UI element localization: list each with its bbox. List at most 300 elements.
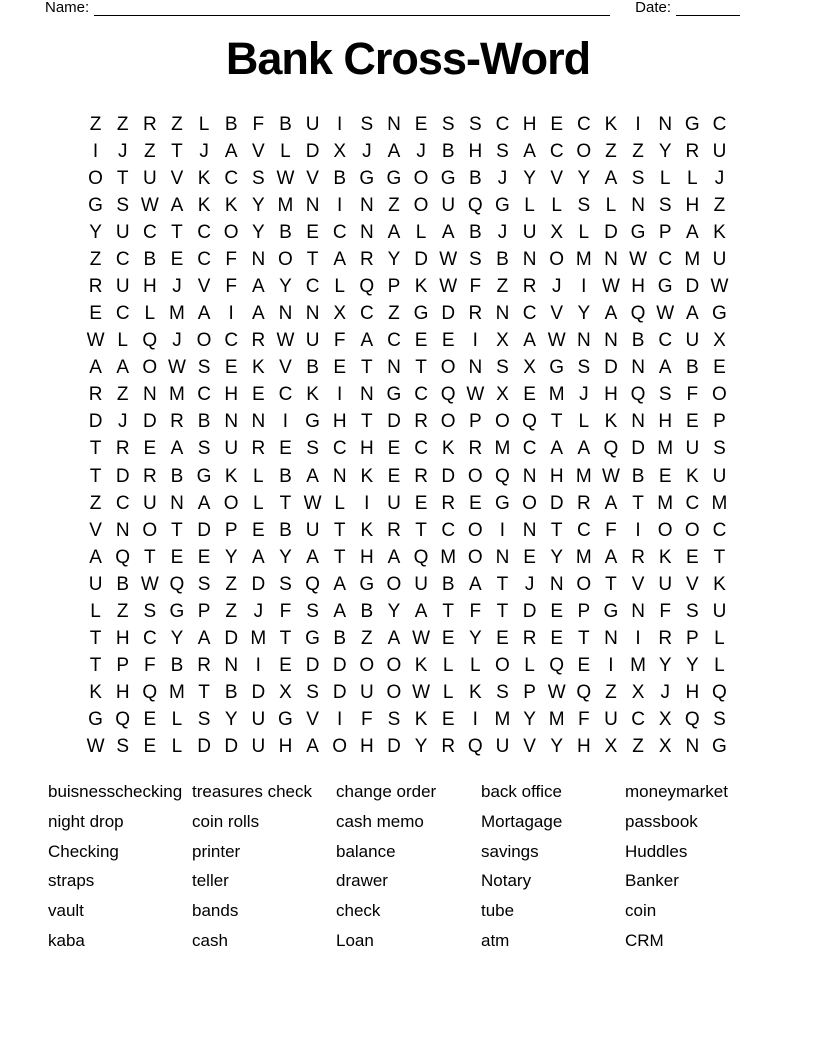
grid-letter: A <box>658 357 672 379</box>
grid-letter: C <box>549 140 564 162</box>
grid-letter: H <box>278 736 293 758</box>
grid-letter: T <box>361 357 373 379</box>
grid-letter: E <box>387 465 401 487</box>
grid-letter: R <box>251 330 266 352</box>
grid-letter: W <box>140 194 159 216</box>
grid-letter: M <box>630 655 646 677</box>
grid-letter: A <box>604 546 618 568</box>
grid-letter: C <box>142 221 157 243</box>
grid-letter: G <box>278 709 293 731</box>
grid-letter: B <box>333 167 347 189</box>
grid-letter: H <box>658 411 673 433</box>
grid-letter: H <box>468 140 483 162</box>
grid-letter: Y <box>251 221 265 243</box>
grid-letter: E <box>279 438 292 460</box>
grid-letter: J <box>714 167 725 189</box>
grid-letter: D <box>604 357 618 379</box>
grid-letter: Z <box>116 600 129 622</box>
grid-letter: Z <box>171 113 183 135</box>
grid-letter: A <box>523 140 536 162</box>
grid-letter: H <box>224 384 239 406</box>
grid-letter: C <box>197 248 211 270</box>
grid-letter: B <box>631 330 645 352</box>
grid-letter: T <box>415 519 427 541</box>
grid-letter: R <box>387 519 401 541</box>
grid-letter: P <box>577 600 591 622</box>
grid-letter: O <box>576 140 592 162</box>
grid-letter: O <box>332 736 348 758</box>
grid-letter: F <box>469 600 482 622</box>
grid-letter: U <box>88 573 103 595</box>
grid-letter: E <box>577 655 591 677</box>
grid-letter: H <box>115 682 130 704</box>
grid-letter: N <box>224 655 239 677</box>
grid-letter: H <box>549 465 564 487</box>
word-list-item: balance <box>336 841 396 861</box>
grid-letter: H <box>522 113 537 135</box>
word-list-item: printer <box>192 841 241 861</box>
grid-letter: U <box>495 736 510 758</box>
grid-letter: M <box>169 303 185 325</box>
grid-letter: C <box>197 384 211 406</box>
grid-letter: T <box>144 546 156 568</box>
grid-letter: Z <box>605 682 617 704</box>
grid-letter: R <box>441 736 456 758</box>
grid-letter: C <box>631 709 645 731</box>
grid-letter: R <box>685 140 700 162</box>
grid-letter: Q <box>142 682 158 704</box>
grid-letter: S <box>658 194 672 216</box>
grid-letter: T <box>496 600 509 622</box>
word-list-item: tube <box>481 901 515 921</box>
grid-letter: A <box>604 492 618 514</box>
grid-letter: Q <box>549 655 565 677</box>
grid-letter: O <box>440 411 456 433</box>
word-list-item: Huddles <box>625 841 688 861</box>
grid-letter: K <box>360 465 374 487</box>
grid-letter: B <box>468 167 482 189</box>
grid-letter: B <box>197 411 211 433</box>
grid-letter: W <box>303 492 322 514</box>
grid-letter: B <box>279 519 292 541</box>
grid-letter: L <box>334 492 345 514</box>
grid-letter: W <box>601 276 620 297</box>
grid-letter: D <box>332 655 347 677</box>
grid-letter: D <box>387 411 401 433</box>
grid-letter: N <box>251 411 266 433</box>
grid-letter: G <box>495 492 510 514</box>
grid-letter: A <box>441 221 455 243</box>
grid-letter: Y <box>577 167 591 189</box>
grid-letter: W <box>629 248 648 270</box>
grid-letter: G <box>603 600 619 622</box>
grid-letter: C <box>115 303 130 325</box>
grid-letter: Q <box>413 546 429 568</box>
grid-letter: U <box>712 600 727 622</box>
grid-letter: U <box>224 438 239 460</box>
grid-letter: A <box>251 276 265 297</box>
grid-letter: T <box>442 600 454 622</box>
grid-letter: N <box>251 248 266 270</box>
grid-letter: U <box>305 113 320 135</box>
grid-letter: Y <box>523 167 536 189</box>
grid-letter: M <box>575 465 592 487</box>
grid-letter: I <box>472 709 478 731</box>
grid-letter: A <box>170 194 184 216</box>
grid-letter: E <box>496 628 509 650</box>
grid-letter: N <box>142 384 157 406</box>
grid-letter: L <box>524 655 535 677</box>
grid-letter: C <box>522 303 537 325</box>
grid-letter: E <box>523 546 536 568</box>
grid-letter: U <box>441 194 456 216</box>
grid-letter: B <box>224 682 238 704</box>
grid-letter: N <box>604 248 618 270</box>
grid-letter: D <box>549 492 564 514</box>
grid-letter: E <box>523 384 536 406</box>
grid-letter: T <box>333 519 346 541</box>
grid-letter: C <box>332 438 347 460</box>
grid-letter: S <box>713 709 726 731</box>
grid-letter: C <box>658 248 673 270</box>
grid-letter: E <box>550 628 564 650</box>
grid-letter: K <box>658 546 672 568</box>
grid-letter: U <box>712 465 727 487</box>
grid-letter: A <box>251 546 265 568</box>
grid-letter: H <box>685 682 700 704</box>
grid-letter: S <box>143 600 157 622</box>
grid-letter: Q <box>169 573 185 595</box>
grid-letter: C <box>712 519 727 541</box>
grid-letter: A <box>414 600 428 622</box>
grid-letter: Q <box>142 330 158 352</box>
grid-letter: W <box>412 682 431 704</box>
grid-letter: A <box>550 438 564 460</box>
grid-letter: E <box>306 221 319 243</box>
grid-letter: I <box>581 276 587 297</box>
grid-letter: K <box>604 113 618 135</box>
grid-letter: I <box>337 709 343 731</box>
grid-letter: V <box>197 276 211 297</box>
grid-letter: V <box>306 709 319 731</box>
grid-letter: Y <box>658 655 672 677</box>
grid-letter: G <box>630 221 646 243</box>
grid-letter: M <box>548 384 565 406</box>
grid-letter: D <box>685 276 700 297</box>
grid-letter: S <box>577 194 591 216</box>
grid-letter: A <box>197 628 211 650</box>
grid-letter: O <box>386 682 402 704</box>
grid-letter: S <box>713 438 726 460</box>
grid-letter: S <box>197 438 211 460</box>
grid-letter: J <box>117 140 128 162</box>
grid-letter: C <box>224 330 239 352</box>
grid-letter: T <box>89 438 102 460</box>
grid-letter: S <box>496 357 509 379</box>
grid-letter: O <box>712 384 727 406</box>
grid-letter: P <box>685 628 699 650</box>
grid-letter: W <box>86 330 105 352</box>
grid-letter: G <box>305 411 320 433</box>
grid-letter: T <box>713 546 726 568</box>
grid-letter: C <box>414 384 428 406</box>
grid-letter: R <box>414 465 428 487</box>
grid-letter: U <box>712 140 727 162</box>
grid-letter: T <box>171 519 183 541</box>
grid-letter: C <box>115 492 130 514</box>
grid-letter: S <box>496 682 509 704</box>
word-list-item: savings <box>481 841 539 861</box>
grid-letter: P <box>224 519 238 541</box>
grid-letter: J <box>497 167 508 189</box>
grid-letter: B <box>441 140 455 162</box>
date-blank-line <box>676 1 740 16</box>
word-list-item: back office <box>481 782 562 801</box>
grid-letter: T <box>89 655 102 677</box>
grid-letter: R <box>441 492 456 514</box>
grid-letter: T <box>198 682 210 704</box>
grid-letter: R <box>251 438 266 460</box>
grid-letter: B <box>279 113 292 135</box>
grid-letter: R <box>142 465 157 487</box>
grid-letter: A <box>89 357 102 379</box>
grid-letter: G <box>359 167 375 189</box>
grid-letter: P <box>468 411 482 433</box>
grid-letter: C <box>142 628 157 650</box>
grid-letter: R <box>88 384 103 406</box>
grid-letter: L <box>524 194 535 216</box>
grid-letter: L <box>198 113 210 135</box>
grid-letter: A <box>333 573 347 595</box>
grid-letter: D <box>115 465 130 487</box>
grid-letter: G <box>88 194 103 216</box>
grid-letter: R <box>88 276 103 297</box>
grid-letter: J <box>551 276 562 297</box>
grid-letter: E <box>550 600 564 622</box>
grid-letter: F <box>225 276 237 297</box>
grid-letter: V <box>550 167 564 189</box>
grid-letter: W <box>466 384 485 406</box>
grid-letter: P <box>523 682 536 704</box>
grid-letter: Q <box>495 465 510 487</box>
grid-letter: L <box>334 276 345 297</box>
grid-letter: Y <box>170 628 184 650</box>
grid-letter: R <box>576 492 591 514</box>
grid-letter: M <box>250 628 267 650</box>
word-list-item: change order <box>336 782 437 801</box>
grid-letter: O <box>196 330 212 352</box>
grid-letter: S <box>496 140 509 162</box>
grid-letter: C <box>658 330 673 352</box>
grid-letter: O <box>223 492 239 514</box>
grid-letter: P <box>197 600 211 622</box>
grid-letter: B <box>306 357 319 379</box>
word-list-item: vault <box>48 901 84 921</box>
grid-letter: Q <box>522 411 537 433</box>
grid-letter: D <box>604 221 618 243</box>
grid-letter: F <box>144 655 156 677</box>
grid-letter: N <box>170 492 184 514</box>
grid-letter: C <box>495 113 510 135</box>
grid-letter: A <box>360 330 374 352</box>
grid-letter: A <box>604 167 618 189</box>
grid-letter: A <box>306 465 319 487</box>
grid-letter: P <box>713 411 726 433</box>
word-list-item: night drop <box>48 811 124 831</box>
grid-letter: E <box>713 357 726 379</box>
word-list-item: cash memo <box>336 811 424 831</box>
grid-letter: C <box>224 167 239 189</box>
grid-letter: N <box>631 357 645 379</box>
grid-letter: K <box>441 438 455 460</box>
grid-letter: L <box>117 330 128 352</box>
grid-letter: Q <box>603 438 619 460</box>
grid-letter: X <box>550 221 564 243</box>
grid-letter: E <box>387 438 401 460</box>
grid-letter: S <box>577 357 591 379</box>
word-list-item: moneymarket <box>625 782 728 801</box>
grid-letter: Y <box>279 276 292 297</box>
grid-letter: O <box>223 221 239 243</box>
grid-letter: V <box>89 519 102 541</box>
grid-letter: W <box>140 573 159 595</box>
grid-letter: L <box>171 736 183 758</box>
grid-letter: N <box>387 113 401 135</box>
grid-letter: Q <box>115 709 131 731</box>
grid-letter: G <box>712 736 727 758</box>
grid-letter: A <box>224 140 238 162</box>
grid-letter: F <box>686 384 699 406</box>
grid-letter: B <box>170 655 184 677</box>
grid-letter: J <box>172 276 182 297</box>
grid-letter: G <box>359 573 375 595</box>
grid-letter: C <box>522 438 537 460</box>
grid-letter: E <box>143 709 157 731</box>
grid-letter: S <box>116 194 130 216</box>
grid-letter: S <box>685 600 699 622</box>
grid-letter: X <box>496 384 509 406</box>
grid-letter: L <box>253 492 264 514</box>
grid-letter: V <box>631 573 645 595</box>
grid-letter: K <box>604 411 618 433</box>
grid-letter: N <box>278 303 293 325</box>
grid-letter: N <box>549 573 564 595</box>
grid-letter: S <box>197 573 211 595</box>
grid-letter: N <box>522 248 537 270</box>
grid-letter: S <box>658 384 672 406</box>
grid-letter: K <box>713 573 726 595</box>
grid-letter: A <box>387 546 401 568</box>
grid-letter: W <box>439 248 458 270</box>
grid-letter: C <box>576 519 591 541</box>
grid-letter: T <box>279 628 292 650</box>
grid-letter: M <box>711 492 728 514</box>
grid-letter: D <box>142 411 157 433</box>
grid-letter: S <box>360 113 374 135</box>
grid-letter: Y <box>89 221 102 243</box>
grid-letter: L <box>90 600 101 622</box>
grid-letter: D <box>332 682 347 704</box>
grid-letter: D <box>251 573 266 595</box>
grid-letter: H <box>685 194 700 216</box>
grid-letter: C <box>359 303 374 325</box>
grid-letter: C <box>305 276 320 297</box>
grid-letter: Y <box>279 546 292 568</box>
grid-letter: I <box>499 519 506 541</box>
grid-letter: C <box>387 330 401 352</box>
grid-letter: K <box>224 194 238 216</box>
grid-letter: S <box>279 573 292 595</box>
grid-letter: N <box>468 357 483 379</box>
grid-letter: S <box>306 438 319 460</box>
grid-letter: M <box>575 546 592 568</box>
grid-letter: Z <box>89 492 102 514</box>
grid-letter: G <box>712 303 727 325</box>
letter-grid <box>82 111 733 761</box>
grid-letter: O <box>467 546 483 568</box>
grid-letter: S <box>387 709 401 731</box>
grid-letter: L <box>470 655 481 677</box>
grid-letter: Z <box>89 248 102 270</box>
grid-letter: Q <box>712 682 727 704</box>
grid-letter: W <box>601 465 620 487</box>
grid-letter: O <box>495 411 510 433</box>
grid-letter: D <box>305 140 320 162</box>
grid-letter: G <box>305 628 320 650</box>
grid-letter: U <box>305 330 320 352</box>
grid-letter: E <box>170 248 184 270</box>
grid-letter: E <box>414 330 428 352</box>
grid-letter: U <box>712 248 727 270</box>
grid-letter: K <box>89 682 102 704</box>
grid-letter: N <box>305 194 320 216</box>
word-list-column <box>192 777 336 956</box>
grid-letter: H <box>142 276 157 297</box>
grid-letter: A <box>468 573 482 595</box>
grid-letter: U <box>305 519 320 541</box>
grid-letter: D <box>197 519 211 541</box>
grid-letter: Y <box>224 546 238 568</box>
grid-letter: B <box>279 465 292 487</box>
grid-letter: T <box>361 411 373 433</box>
grid-letter: U <box>251 709 266 731</box>
grid-letter: K <box>414 655 428 677</box>
grid-letter: A <box>685 221 699 243</box>
grid-letter: T <box>89 628 102 650</box>
grid-letter: O <box>467 465 483 487</box>
word-list-item: atm <box>481 930 510 950</box>
grid-letter: H <box>604 384 618 406</box>
grid-letter: D <box>88 411 103 433</box>
grid-letter: F <box>225 248 237 270</box>
grid-letter: L <box>144 303 156 325</box>
grid-letter: D <box>197 736 211 758</box>
word-list-item: treasures check <box>192 782 312 801</box>
grid-letter: A <box>333 248 347 270</box>
grid-letter: I <box>608 655 614 677</box>
grid-letter: E <box>685 546 699 568</box>
grid-letter: T <box>306 248 319 270</box>
grid-letter: B <box>224 113 238 135</box>
grid-letter: Q <box>305 573 320 595</box>
grid-letter: D <box>224 628 239 650</box>
grid-letter: L <box>442 655 454 677</box>
word-list-item: Loan <box>336 930 374 950</box>
grid-letter: C <box>278 384 293 406</box>
grid-letter: G <box>684 113 700 135</box>
grid-letter: E <box>143 438 157 460</box>
grid-letter: R <box>359 248 374 270</box>
